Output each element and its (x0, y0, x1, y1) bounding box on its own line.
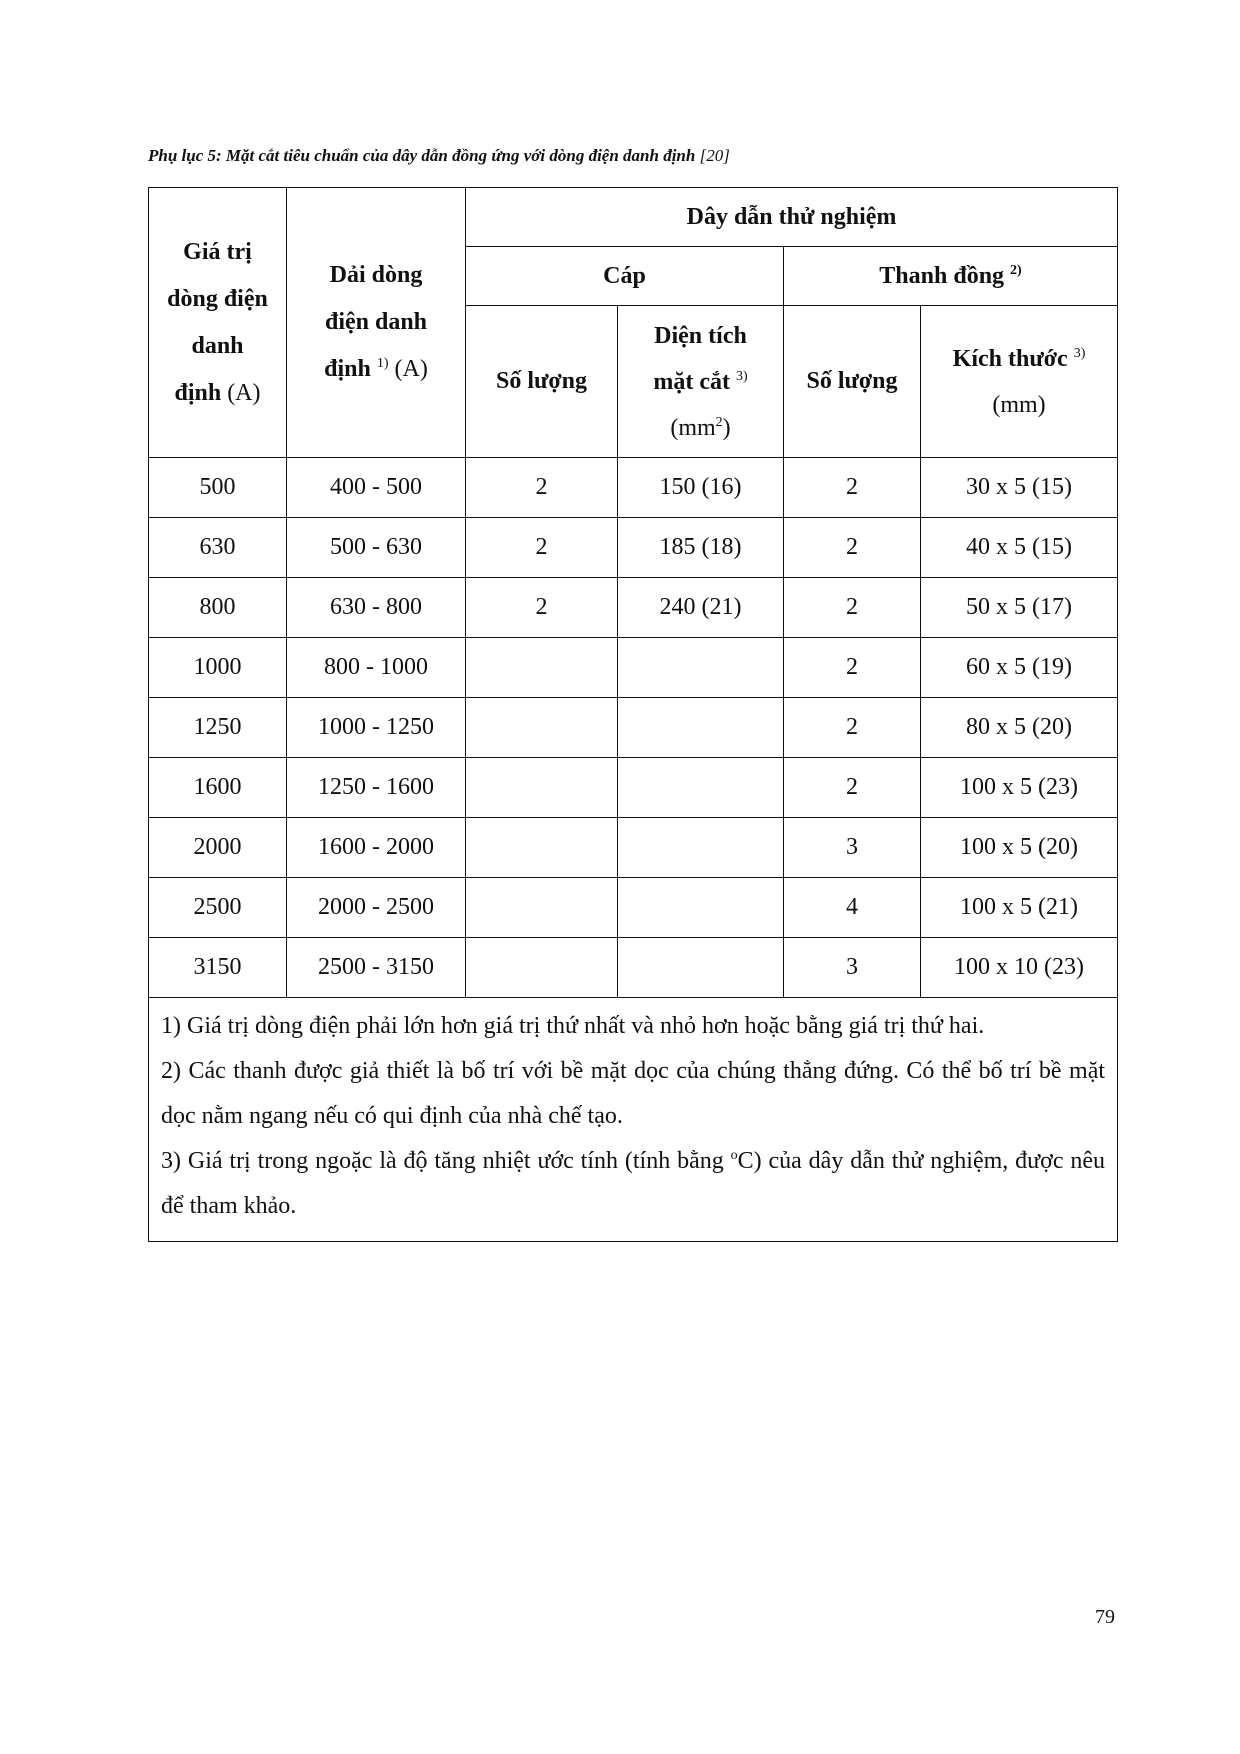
header-dimensions: Kích thước $^{3)}$ (mm) (921, 306, 1118, 458)
cell-current-range: 2500 - 3150 (287, 938, 466, 998)
cell-current-range: 630 - 800 (287, 578, 466, 638)
header-cable: Cáp (466, 247, 784, 306)
cell-cross-section: 185 (18) (618, 518, 784, 578)
cell-rated-current: 800 (149, 578, 287, 638)
cell-bar-quantity: 2 (784, 638, 921, 698)
table-caption (148, 146, 730, 166)
note-3: 3) Giá trị trong ngoặc là độ tăng nhiệt ước tính (tính bằng $^o$C) của dây dẫn thử nghiệm, được nêu để tham khảo. (161, 1148, 1106, 1219)
cell-bar-quantity: 2 (784, 458, 921, 518)
cell-cable-quantity: 2 (466, 458, 618, 518)
caption-text: Phụ lục 5: Mặt cắt tiêu chuẩn của dây dẫn đồng ứng với dòng điện danh định (148, 146, 696, 165)
cell-bar-quantity: 4 (784, 878, 921, 938)
table-row (149, 638, 1118, 698)
cell-cable-quantity (466, 938, 618, 998)
note-1: 1) Giá trị dòng điện phải lớn hơn giá trị thứ nhất và nhỏ hơn hoặc bằng giá trị thứ hai. (161, 1013, 985, 1039)
cell-cross-section (618, 758, 784, 818)
table-row (149, 758, 1118, 818)
cell-current-range: 1600 - 2000 (287, 818, 466, 878)
cell-dimensions: 60 x 5 (19) (921, 638, 1118, 698)
header-test-conductor: Dây dẫn thử nghiệm (466, 188, 1118, 247)
cell-dimensions: 30 x 5 (15) (921, 458, 1118, 518)
cell-cross-section: 240 (21) (618, 578, 784, 638)
cell-rated-current: 1250 (149, 698, 287, 758)
cell-cross-section (618, 938, 784, 998)
table-row (149, 458, 1118, 518)
cell-rated-current: 3150 (149, 938, 287, 998)
cell-dimensions: 80 x 5 (20) (921, 698, 1118, 758)
cell-cross-section (618, 698, 784, 758)
cell-bar-quantity: 2 (784, 518, 921, 578)
cell-dimensions: 40 x 5 (15) (921, 518, 1118, 578)
cell-bar-quantity: 2 (784, 698, 921, 758)
table-row (149, 578, 1118, 638)
cell-dimensions: 100 x 5 (20) (921, 818, 1118, 878)
header-cable-quantity: Số lượng (466, 306, 618, 458)
cell-current-range: 1000 - 1250 (287, 698, 466, 758)
caption-reference: [20] (699, 146, 730, 165)
page-number: 79 (1095, 1606, 1115, 1628)
cell-cable-quantity (466, 818, 618, 878)
cell-current-range: 800 - 1000 (287, 638, 466, 698)
cell-current-range: 500 - 630 (287, 518, 466, 578)
note-2: 2) Các thanh được giả thiết là bố trí với bề mặt dọc của chúng thẳng đứng. Có thể bố trí bề mặt dọc nằm ngang nếu có qui định của nhà chế tạo. (161, 1058, 1106, 1129)
table-row (149, 698, 1118, 758)
cell-bar-quantity: 3 (784, 938, 921, 998)
cell-dimensions: 100 x 5 (21) (921, 878, 1118, 938)
cell-cable-quantity: 2 (466, 578, 618, 638)
cell-dimensions: 100 x 10 (23) (921, 938, 1118, 998)
cell-cross-section: 150 (16) (618, 458, 784, 518)
cell-cross-section (618, 638, 784, 698)
cell-cable-quantity (466, 758, 618, 818)
table-row (149, 818, 1118, 878)
cell-current-range: 1250 - 1600 (287, 758, 466, 818)
cell-cross-section (618, 818, 784, 878)
table-row (149, 518, 1118, 578)
cell-rated-current: 630 (149, 518, 287, 578)
header-copper-bar: Thanh đồng $^{2)}$ (784, 247, 1118, 306)
conductor-table (148, 187, 1118, 1242)
header-bar-quantity: Số lượng (784, 306, 921, 458)
cell-rated-current: 2500 (149, 878, 287, 938)
cell-bar-quantity: 2 (784, 578, 921, 638)
cell-current-range: 2000 - 2500 (287, 878, 466, 938)
notes-row (149, 998, 1118, 1242)
cell-bar-quantity: 2 (784, 758, 921, 818)
cell-bar-quantity: 3 (784, 818, 921, 878)
cell-rated-current: 500 (149, 458, 287, 518)
cell-rated-current: 1600 (149, 758, 287, 818)
header-row-1 (149, 188, 1118, 247)
table-row (149, 938, 1118, 998)
cell-dimensions: 100 x 5 (23) (921, 758, 1118, 818)
header-rated-current: Giá trị dòng điện danh định (A) (149, 188, 287, 458)
cell-cross-section (618, 878, 784, 938)
cell-cable-quantity (466, 638, 618, 698)
cell-current-range: 400 - 500 (287, 458, 466, 518)
header-cross-section: Diện tích mặt cắt $^{3)}$ $(mm^2)$ (618, 306, 784, 458)
cell-cable-quantity (466, 698, 618, 758)
header-current-range: Dải dòng điện danh định $^{1)}$ (A) (287, 188, 466, 458)
table-row (149, 878, 1118, 938)
cell-rated-current: 1000 (149, 638, 287, 698)
cell-cable-quantity: 2 (466, 518, 618, 578)
table-notes (149, 998, 1118, 1242)
cell-cable-quantity (466, 878, 618, 938)
cell-rated-current: 2000 (149, 818, 287, 878)
cell-dimensions: 50 x 5 (17) (921, 578, 1118, 638)
